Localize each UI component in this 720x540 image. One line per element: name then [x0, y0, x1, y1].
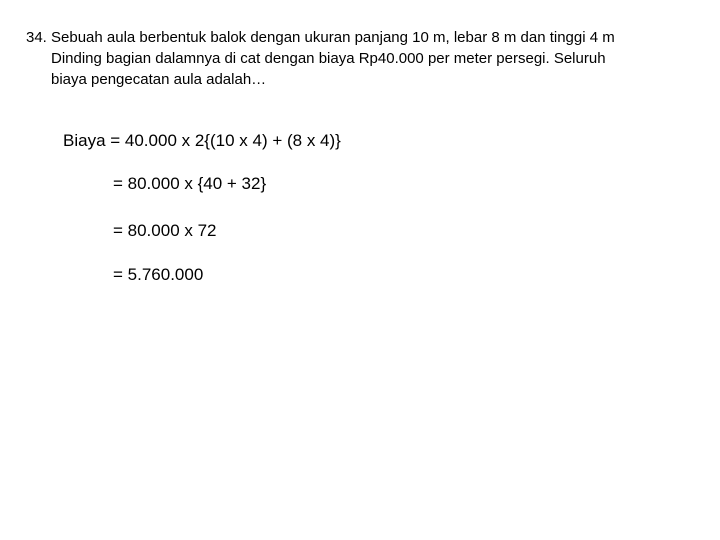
- question-line: biaya pengecatan aula adalah…: [51, 71, 267, 88]
- solution-line: = 80.000 x 72: [113, 221, 217, 240]
- question-text: [26, 27, 706, 90]
- solution-line: = 5.760.000: [113, 265, 204, 284]
- solution-line: = 80.000 x {40 + 32}: [113, 174, 267, 193]
- question-line: 34. Sebuah aula berbentuk balok dengan ukuran panjang 10 m, lebar 8 m dan tinggi 4 m: [26, 29, 615, 46]
- solution-line: Biaya = 40.000 x 2{(10 x 4) + (8 x 4)}: [63, 131, 341, 150]
- question-line: Dinding bagian dalamnya di cat dengan biaya Rp40.000 per meter persegi. Seluruh: [51, 50, 606, 67]
